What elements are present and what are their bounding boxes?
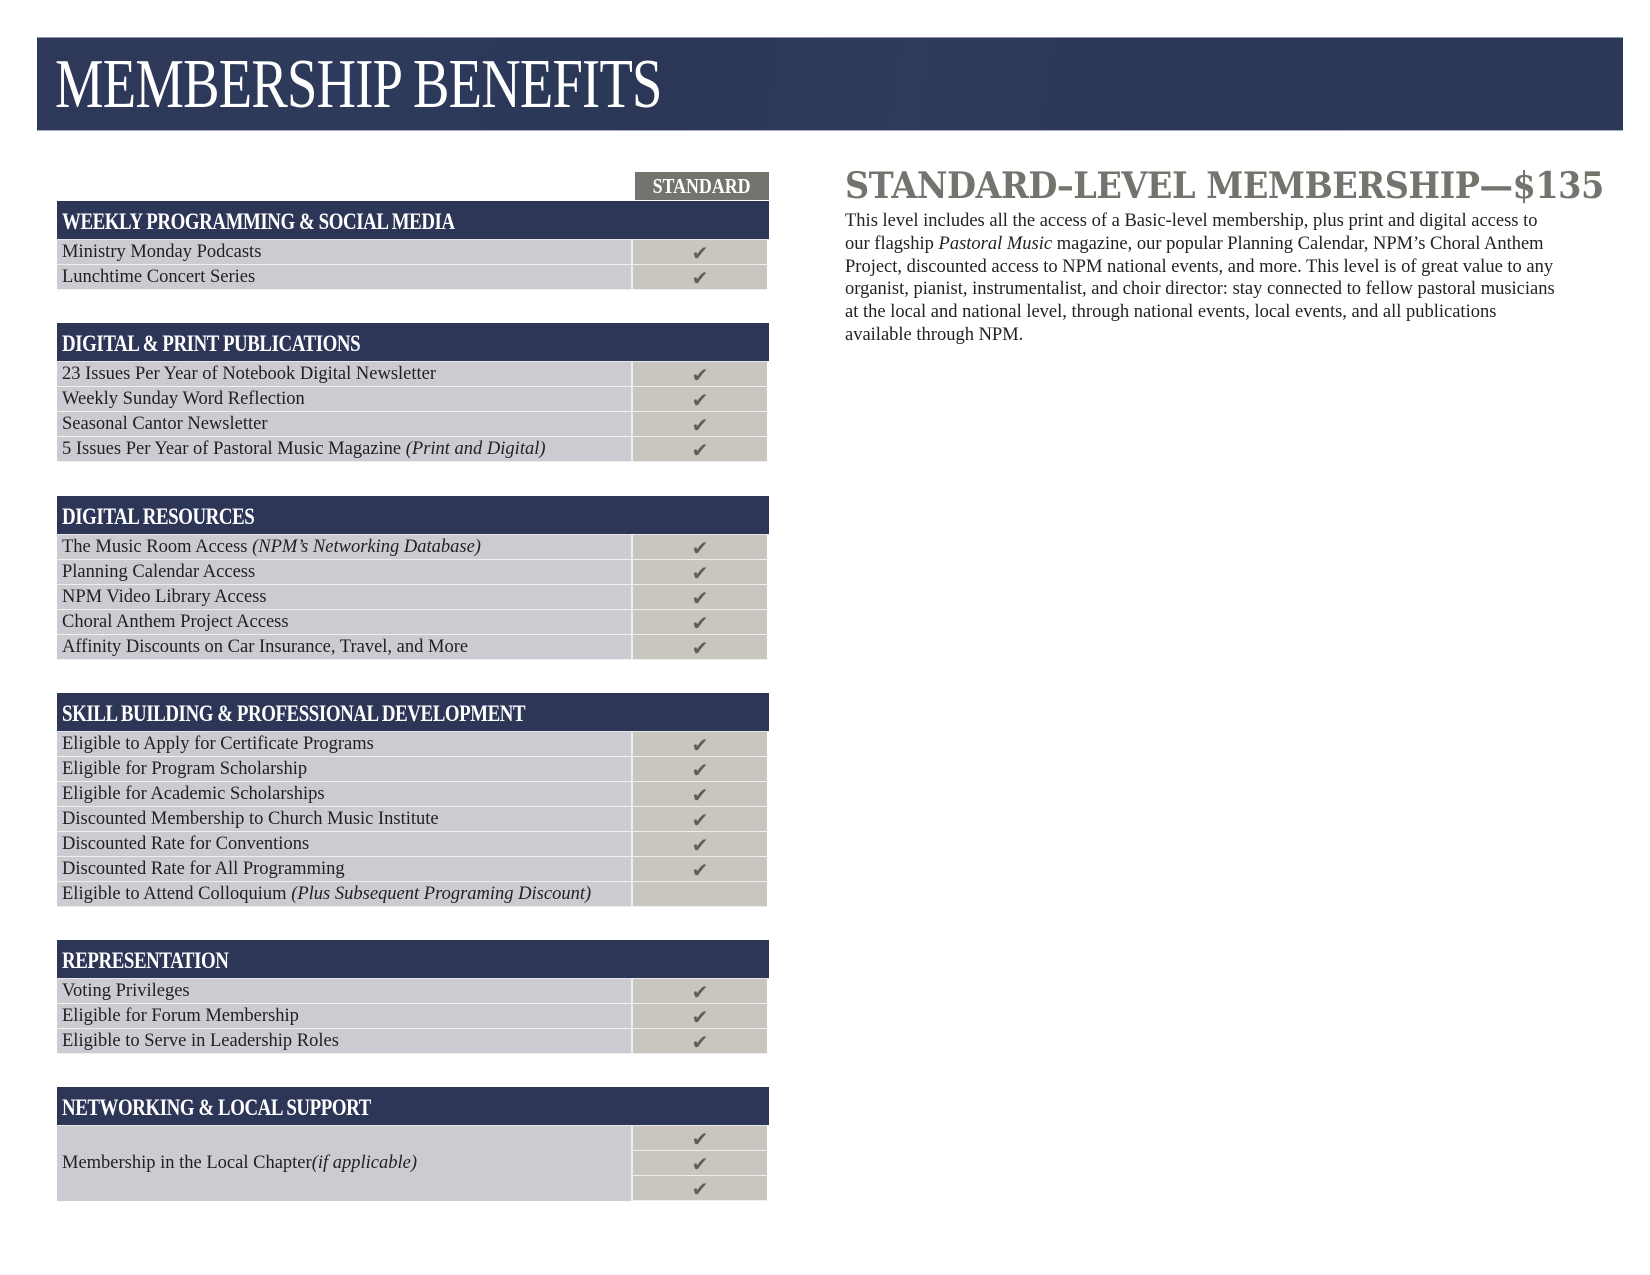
membership-description: This level includes all the access of a Basic-level membership, plus print and digital access to our flagship Pastoral Music magazine, our popular Planning Calendar, NPM’s Choral Anthem Project, discounted access to NPM national events, and more. This level is of great value to any organist, pianist, instrumentalist, and choir director: stay connected to fellow pastoral musicians at the local and national level, through national events, local events, and all publications available through NPM. — [845, 211, 1555, 345]
check-icon: ✔ — [633, 635, 767, 659]
benefit-row — [57, 437, 769, 462]
check-icon: ✔ — [633, 437, 767, 461]
check-icon: ✔ — [633, 265, 767, 289]
check-icon: ✔ — [633, 979, 767, 1003]
check-icon: ✔ — [633, 732, 767, 756]
section-title: DIGITAL RESOURCES — [62, 504, 255, 529]
benefit-row — [57, 585, 769, 610]
check-icon: ✔ — [633, 535, 767, 559]
benefit-label: Seasonal Cantor Newsletter — [57, 412, 633, 436]
section-header — [57, 940, 769, 979]
check-icon: ✔ — [633, 387, 767, 411]
benefit-row-merged — [57, 1126, 769, 1201]
section-weekly-programming — [57, 201, 769, 290]
benefit-row — [57, 560, 769, 585]
section-title: SKILL BUILDING & PROFESSIONAL DEVELOPMENT — [62, 701, 526, 726]
benefit-row — [57, 782, 769, 807]
benefit-label: NPM Video Library Access — [57, 585, 633, 609]
benefit-label: Discounted Membership to Church Music Institute — [57, 807, 633, 831]
benefit-label: Discounted Rate for Conventions — [57, 832, 633, 856]
check-icon: ✔ — [633, 610, 767, 634]
page-title: MEMBERSHIP BENEFITS — [55, 46, 662, 123]
header-banner — [37, 37, 1623, 131]
benefit-label: Voting Privileges — [57, 979, 633, 1003]
check-icon: ✔ — [633, 807, 767, 831]
benefit-label: Eligible for Academic Scholarships — [57, 782, 633, 806]
benefit-label: Discounted Rate for All Programming — [57, 857, 633, 881]
benefit-row — [57, 882, 769, 907]
benefit-label: Weekly Sunday Word Reflection — [57, 387, 633, 411]
benefit-label: Choral Anthem Project Access — [57, 610, 633, 634]
benefit-row — [57, 807, 769, 832]
benefit-label: Eligible for Program Scholarship — [57, 757, 633, 781]
benefit-label: Affinity Discounts on Car Insurance, Travel, and More — [57, 635, 633, 659]
benefit-label: Lunchtime Concert Series — [57, 265, 633, 289]
section-digital-resources — [57, 496, 769, 660]
benefit-label: 23 Issues Per Year of Notebook Digital Newsletter — [57, 362, 633, 386]
benefit-row — [57, 635, 769, 660]
standard-column-label: STANDARD — [653, 174, 751, 198]
benefit-label: Ministry Monday Podcasts — [57, 240, 633, 264]
check-icon: ✔ — [633, 240, 767, 264]
benefit-row — [57, 362, 769, 387]
benefit-row — [57, 610, 769, 635]
benefit-row — [57, 387, 769, 412]
benefit-row — [57, 857, 769, 882]
check-icon: ✔ — [633, 560, 767, 584]
check-icon: ✔ — [633, 1151, 767, 1176]
benefit-label: Eligible to Attend Colloquium (Plus Subsequent Programing Discount) — [57, 882, 633, 906]
benefit-row — [57, 732, 769, 757]
section-title: REPRESENTATION — [62, 948, 229, 973]
check-icon: ✔ — [633, 757, 767, 781]
benefit-row — [57, 265, 769, 290]
benefit-row — [57, 1029, 769, 1054]
section-representation — [57, 940, 769, 1054]
section-networking-local-support — [57, 1087, 769, 1201]
check-icon: ✔ — [633, 1004, 767, 1028]
benefit-row — [57, 1004, 769, 1029]
check-icon: ✔ — [633, 782, 767, 806]
benefit-row — [57, 832, 769, 857]
benefit-label: Eligible to Serve in Leadership Roles — [57, 1029, 633, 1053]
check-icon: ✔ — [633, 1029, 767, 1053]
check-icon: ✔ — [633, 585, 767, 609]
benefit-row — [57, 240, 769, 265]
benefit-label: Planning Calendar Access — [57, 560, 633, 584]
benefit-row — [57, 535, 769, 560]
membership-level-heading: STANDARD–LEVEL MEMBERSHIP—$135 — [845, 165, 1604, 207]
check-icon: ✔ — [633, 362, 767, 386]
section-header — [57, 323, 769, 362]
benefit-label: Membership in the Local Chapter (if applicable) — [57, 1126, 633, 1201]
check-icon: ✔ — [633, 412, 767, 436]
standard-column-header — [635, 172, 769, 200]
benefit-label: Eligible for Forum Membership — [57, 1004, 633, 1028]
section-header — [57, 201, 769, 240]
section-title: WEEKLY PROGRAMMING & SOCIAL MEDIA — [62, 209, 455, 234]
section-header — [57, 496, 769, 535]
check-icon: ✔ — [633, 832, 767, 856]
section-title: NETWORKING & LOCAL SUPPORT — [62, 1095, 371, 1120]
check-icon: ✔ — [633, 857, 767, 881]
section-digital-print-publications — [57, 323, 769, 462]
section-header — [57, 693, 769, 732]
section-skill-building — [57, 693, 769, 907]
benefit-row — [57, 757, 769, 782]
benefit-label: The Music Room Access (NPM’s Networking Database) — [57, 535, 633, 559]
benefit-label: Eligible to Apply for Certificate Programs — [57, 732, 633, 756]
check-icon: ✔ — [633, 1176, 767, 1201]
benefit-label: 5 Issues Per Year of Pastoral Music Magazine (Print and Digital) — [57, 437, 633, 461]
benefit-row — [57, 412, 769, 437]
check-icon: ✔ — [633, 1126, 767, 1151]
section-header — [57, 1087, 769, 1126]
benefit-row — [57, 979, 769, 1004]
section-title: DIGITAL & PRINT PUBLICATIONS — [62, 331, 361, 356]
empty-check-cell — [633, 882, 767, 906]
